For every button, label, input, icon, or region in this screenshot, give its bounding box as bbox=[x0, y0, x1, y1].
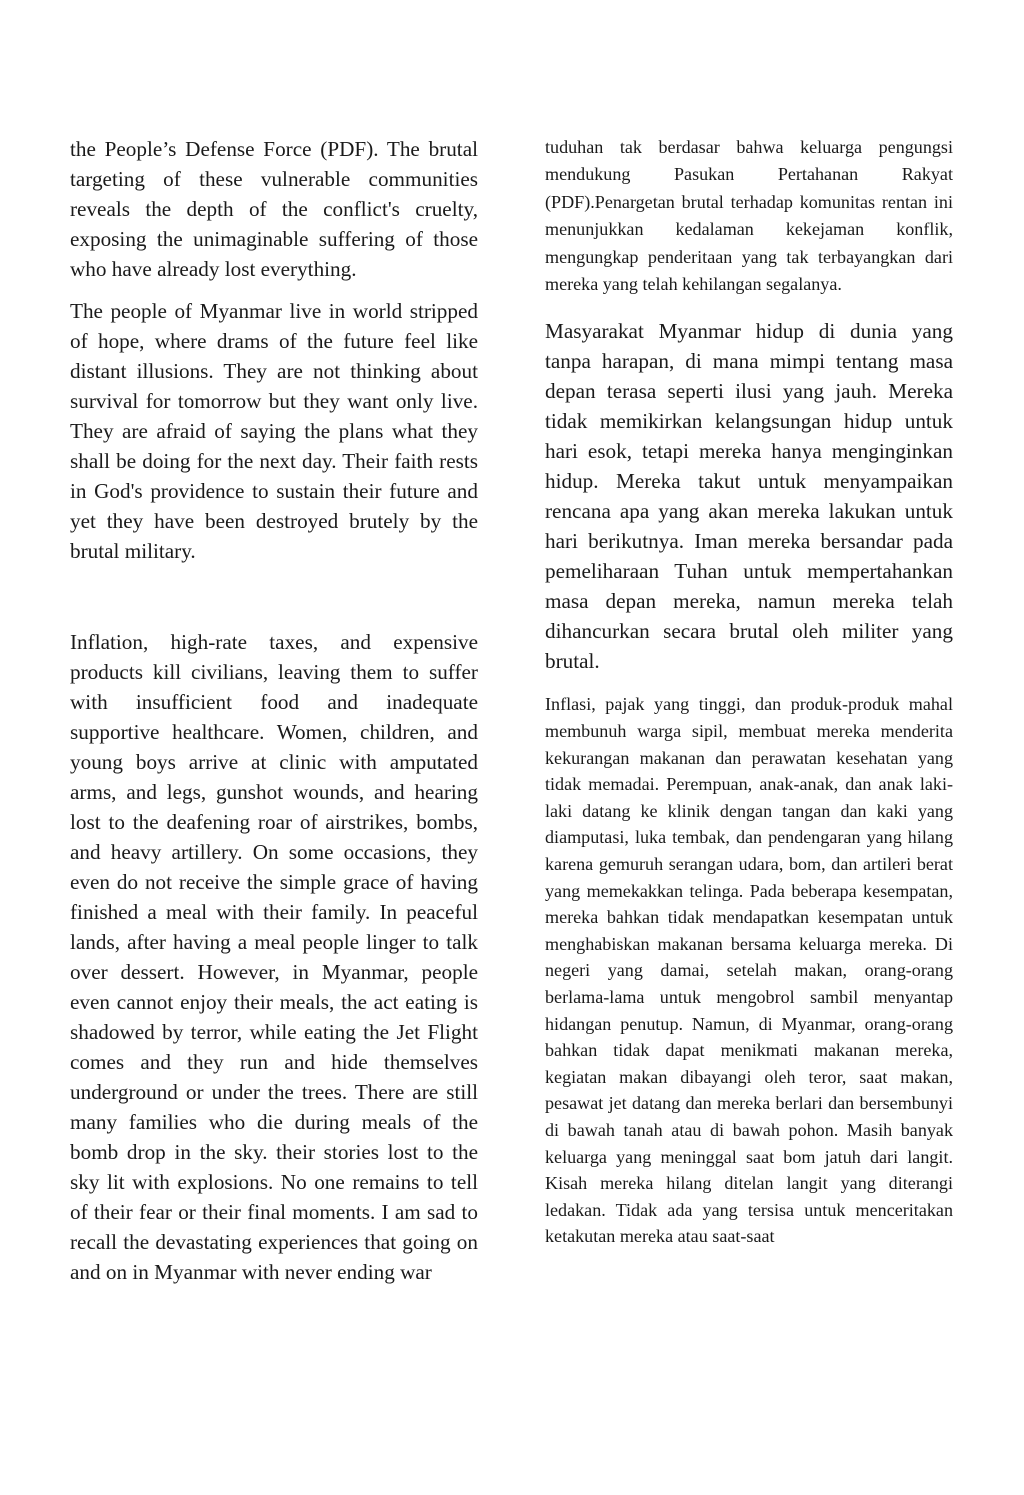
paragraph-en-3: Inflation, high-rate taxes, and expensive products kill civilians, leaving them to suffer with insufficient food and inadequate supportive healthcare. Women, children, and young boys arrive at clinic with amputated arms, and legs, gunshot wounds, and hearing lost to the deafening roar of airstrikes, bombs, and heavy artillery. On some occasions, they even do not receive the simple grace of having finished a meal with their family. In peaceful lands, after having a meal people linger to talk over dessert. However, in Myanmar, people even cannot enjoy their meals, the act eating is shadowed by terror, while eating the Jet Flight comes and they run and hide themselves underground or under the trees. There are still many families who die during meals of the bomb drop in the sky. their stories lost to the sky lit with explosions. No one remains to tell of their fear or their final moments. I am sad to recall the devastating experiences that going on and on in Myanmar with never ending war bbox=[70, 630, 478, 1284]
left-column-english bbox=[70, 134, 478, 1287]
paragraph-id-3: Inflasi, pajak yang tinggi, dan produk-produk mahal membunuh warga sipil, membuat mereka menderita kekurangan makanan dan perawatan kesehatan yang tidak memadai. Perempuan, anak-anak, dan anak laki-laki datang ke klinik dengan tangan dan kaki yang diamputasi, luka tembak, dan pendengaran yang hilang karena gemuruh serangan udara, bom, dan artileri berat yang memekakkan telinga. Pada beberapa kesempatan, mereka bahkan tidak mendapatkan kesempatan untuk menghabiskan makanan bersama keluarga mereka. Di negeri yang damai, setelah makan, orang-orang berlama-lama untuk mengobrol sambil menyantap hidangan penutup. Namun, di Myanmar, orang-orang bahkan tidak dapat menikmati makanan mereka, kegiatan makan dibayangi oleh teror, saat makan, pesawat jet datang dan mereka berlari dan bersembunyi di bawah tanah atau di bawah pohon. Masih banyak keluarga yang meninggal saat bom jatuh dari langit. Kisah mereka hilang ditelan langit yang diterangi ledakan. Tidak ada yang tersisa untuk menceritakan ketakutan mereka atau saat-saat bbox=[545, 694, 953, 1247]
paragraph-id-1: tuduhan tak berdasar bahwa keluarga pengungsi mendukung Pasukan Pertahanan Rakyat (PDF).Penargetan brutal terhadap komunitas rentan ini menunjukkan kedalaman kekejaman konflik, mengungkap penderitaan yang tak terbayangkan dari mereka yang telah kehilangan segalanya. bbox=[545, 137, 953, 295]
right-column-indonesian bbox=[545, 134, 953, 1250]
paragraph-en-2: The people of Myanmar live in world stripped of hope, where drams of the future feel like distant illusions. They are not thinking about survival for tomorrow but they want only live. They are afraid of saying the plans what they shall be doing for the next day. Their faith rests in God's providence to sustain their future and yet they have been destroyed brutely by the brutal military. bbox=[70, 299, 478, 563]
paragraph-id-2: Masyarakat Myanmar hidup di dunia yang tanpa harapan, di mana mimpi tentang masa depan terasa seperti ilusi yang jauh. Mereka tidak memikirkan kelangsungan hidup untuk hari esok, tetapi mereka hanya menginginkan hidup. Mereka takut untuk menyampaikan rencana apa yang akan mereka lakukan untuk hari berikutnya. Iman mereka bersandar pada pemeliharaan Tuhan untuk mempertahankan masa depan mereka, namun mereka telah dihancurkan secara brutal oleh militer yang brutal. bbox=[545, 319, 953, 674]
paragraph-en-1: the People’s Defense Force (PDF). The brutal targeting of these vulnerable communities reveals the depth of the conflict's cruelty, exposing the unimaginable suffering of those who have already lost everything. bbox=[70, 137, 478, 281]
